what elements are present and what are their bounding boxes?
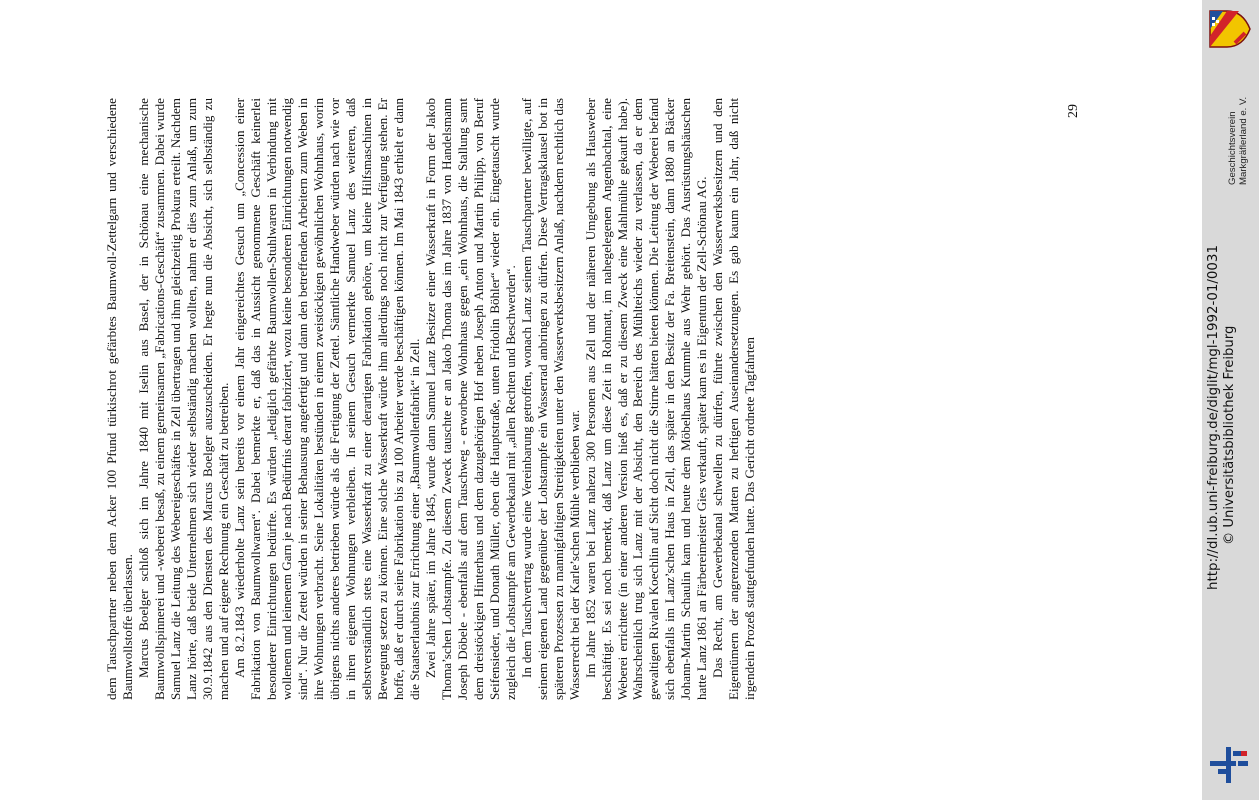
page-text [104,98,758,700]
page-paragraph: In dem Tauschvertrag wurde eine Vereinbarung getroffen, wonach Lanz seinem Tauschpartner bewilligte, auf seinem eigenen Land gegenüber der Lohstampfe ein Wasserrad anbringen zu dürfen. Diese Vertragsklausel bot in späteren Prozessen zu mannigfaltigen Streitigkeiten unter den Wasserwerksbesitzern Anlaß, nachdem rechtlich das Wasserrecht bei der Karle’schen Mühle verblieben war. [518,98,582,700]
document-url[interactable]: http://dl.ub.uni-freiburg.de/diglit/mgl-1992-01/0031 [1206,245,1221,590]
society-name-line2: Markgräflerland e. V. [1237,96,1249,185]
page-number: 29 [1066,104,1081,118]
page-paragraph: Am 8.2.1843 wiederholte Lanz sein bereits vor einem Jahr eingereichtes Gesuch um „Concession einer Fabrikation von Baumwollwaren“. Dabei bemerkte er, daß das in Aussicht genommene Geschäft keinerlei besonderer Einrichtungen bedürfte. Es würden „lediglich gefärbte Baumwollen-Stuhlwaren in Verbindung mit wollenem und leinenem Garn je nach Bedürfnis derart fabriziert, wozu keine besonderen Einrichtungen notwendig sind“. Nur die Zettel würden in seiner Behausung angefertigt und dann den betreffenden Arbeitern zum Weben in ihre Wohnungen verbracht. Seine Lokalitäten bestünden in einem zweistöckigen gewöhnlichen Wohnhaus, worin übrigens nichts anderes betrieben würde als die Fertigung der Zettel. Sämtliche Handweber würden nach wie vor in ihren eigenen Wohnungen verbleiben. In seinem Gesuch vermerkte Samuel Lanz des weiteren, daß selbstverständlich stets eine Wasserkraft zu einer derartigen Fabrikation gehöre, um kleine Hilfsmaschinen in Bewegung setzen zu können. Eine solche Wasserkraft würde ihm allerdings noch nicht zur Verfügung stehen. Er hoffe, daß er durch seine Fabrikation bis zu 100 Arbeiter werde beschäftigen können. Im Mai 1843 erhielt er dann die Staatserlaubnis zur Errichtung einer „Baumwollenfabrik“ in Zell. [231,98,423,700]
copyright-notice: © Universitätsbibliothek Freiburg [1222,325,1237,545]
page-paragraph: dem Tauschpartner neben dem Acker 100 Pfund türkischrot gefärbtes Baumwoll-Zettelgarn und verschiedene Baumwollstoffe überlassen. [104,98,135,700]
page-paragraph: Im Jahre 1852 waren bei Lanz nahezu 300 Personen aus Zell und der näheren Umgebung als Hausweber beschäftigt. Es sei noch bemerkt, daß Lanz um diese Zeit in Rohmatt, im nahegelegenen Angenbachtal, eine Weberei errichtete (in einer anderen Version hieß es, daß er zu diesem Zweck eine Mahlmühle gekauft habe). Wahrscheinlich trug sich Lanz mit der Absicht, den Bereich des Mühlteichs wieder zu verlassen, da er dem gewaltigen Rivalen Koechlin auf Sicht doch nicht die Stirne hätten bieten können. Die Leitung der Weberei befand sich ebenfalls im Lanz’schen Haus in Zell, das später in den Besitz der Fa. Breitenstein, dann 1880 an Bäcker Johann-Martin Schaulin kam und heute dem Möbelhaus Kummle aus Wehr gehört. Das Ausrüstungshäuschen hatte Lanz 1861 an Färbereimeister Gies verkauft, später kam es in Eigentum der Zell-Schönau AG. [582,98,710,700]
page-paragraph: Marcus Boelger schloß sich im Jahre 1840 mit Iselin aus Basel, der in Schönau eine mechanische Baumwollspinnerei und -weberei besaß, zu einem gemeinsamen „Fabrications-Geschäft“ zusammen. Dabei wurde Samuel Lanz die Leitung des Webereigeschäftes in Zell übertragen und ihm gleichzeitig Prokura erteilt. Nachdem Lanz hörte, daß beide Unternehmen sich wieder selbständig machen wollten, nahm er dies zum Anlaß, um zum 30.9.1842 aus den Diensten des Marcus Boelger auszuscheiden. Er hegte nun die Absicht, sich selbständig zu machen und auf eigene Rechnung ein Geschäft zu betreiben. [135,98,231,700]
society-name-line1: Geschichtsverein [1227,111,1238,185]
coat-of-arms-icon [1206,8,1254,50]
page-paragraph: Zwei Jahre später, im Jahre 1845, wurde dann Samuel Lanz Besitzer einer Wasserkraft in Form der Jakob Thoma’schen Lohstampfe. Zu diesem Zweck tauschte er an Jakob Thoma das im Jahre 1837 von Handelsmann Joseph Döbele - ebenfalls auf dem Tauschweg - erworbene Wohnhaus gegen „ein Wohnhaus, die Stallung samt dem dreistöckigen Hinterhaus und dem dazugehörigen Hof neben Joseph Anton und Martin Philipp, von Beruf Seifensieder, und Donath Müller, oben die Hauptstraße, unten Fridolin Böhler“ wieder ein. Eingetauscht wurde zugleich die Lohstampfe am Gewerbekanal mit „allen Rechten und Beschwerden“. [423,98,518,700]
society-name [1228,45,1249,185]
page-paragraph: Das Recht, am Gewerbekanal schwellen zu dürfen, führte zwischen den Wasserwerksbesitzern und den Eigentümern der angrenzenden Matten zu heftigen Auseinandersetzungen. Es gab kaum ein Jahr, daß nicht irgendein Prozeß stattgefunden hatte. Das Gericht ordnete Tagfahrten [710,98,758,700]
library-logo-icon [1208,745,1250,785]
